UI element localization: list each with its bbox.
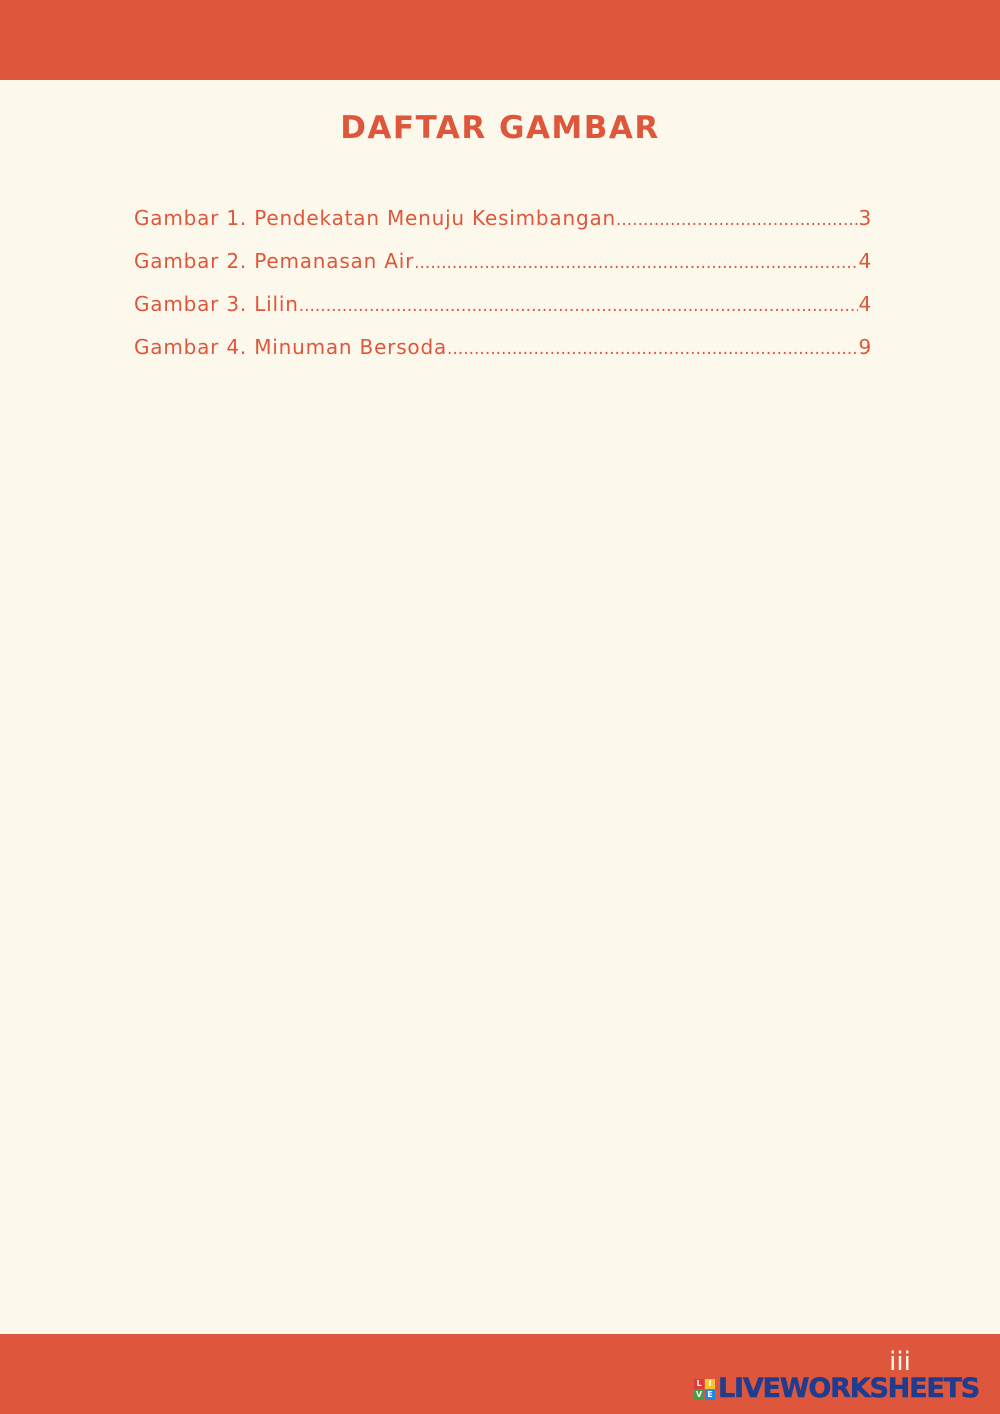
logo-letter-e: E	[705, 1390, 715, 1400]
logo-letter-v: V	[695, 1389, 703, 1399]
page-number: iii	[889, 1347, 911, 1377]
toc-entry-label: Gambar 4. Minuman Bersoda	[134, 335, 447, 359]
toc-entry-page: 9	[858, 335, 872, 359]
watermark-text: LIVEWORKSHEETS	[718, 1373, 980, 1404]
page-title: DAFTAR GAMBAR	[340, 110, 660, 146]
toc-dot-leader	[616, 206, 858, 234]
toc-entry-label: Gambar 2. Pemanasan Air	[134, 249, 415, 273]
toc-dot-leader	[414, 249, 858, 277]
toc-entry-label: Gambar 3. Lilin	[134, 292, 299, 316]
list-of-figures	[134, 204, 872, 376]
toc-entry-page: 4	[858, 292, 872, 316]
toc-entry[interactable]	[134, 247, 872, 290]
liveworksheets-logo-icon	[694, 1379, 715, 1400]
header-band	[0, 0, 1000, 80]
toc-entry-page: 4	[858, 249, 872, 273]
toc-entry[interactable]	[134, 333, 872, 376]
toc-entry-page: 3	[858, 206, 872, 230]
toc-dot-leader	[299, 292, 859, 320]
logo-letter-i: I	[705, 1379, 715, 1389]
toc-entry[interactable]	[134, 204, 872, 247]
toc-dot-leader	[447, 335, 858, 363]
toc-entry[interactable]	[134, 290, 872, 333]
toc-entry-label: Gambar 1. Pendekatan Menuju Kesimbangan	[134, 206, 616, 230]
logo-letter-l: L	[694, 1379, 704, 1389]
liveworksheets-watermark[interactable]	[694, 1372, 979, 1406]
